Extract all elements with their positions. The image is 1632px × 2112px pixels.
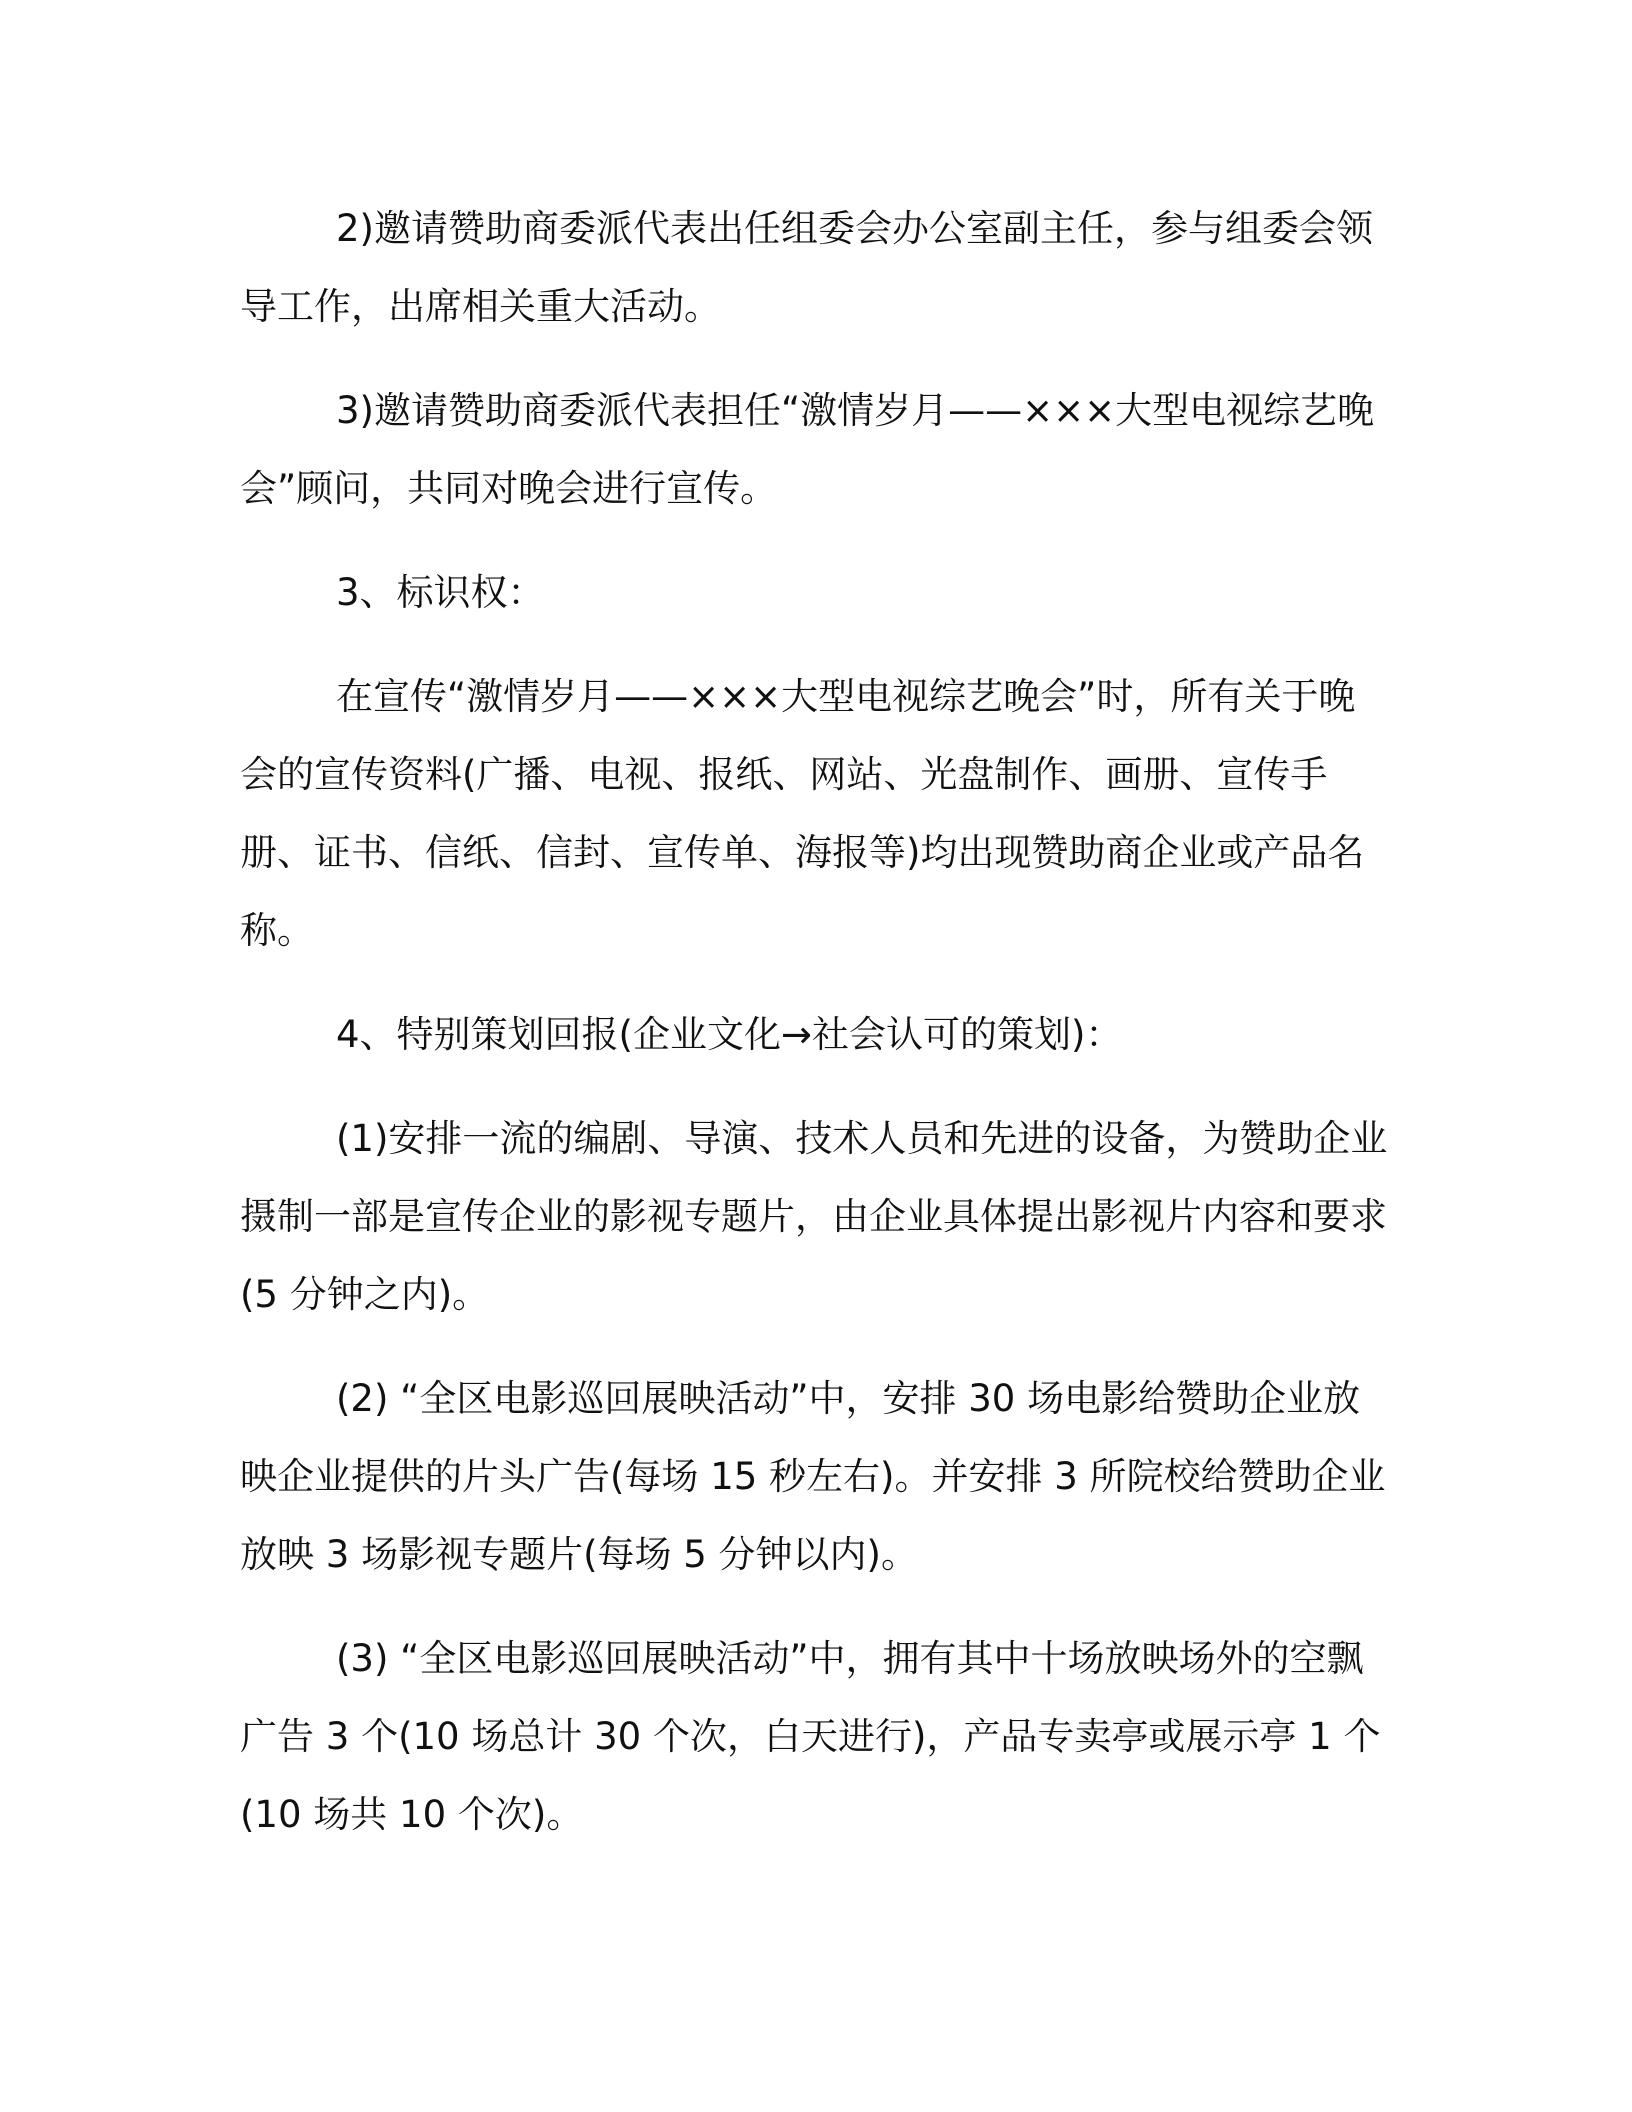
paragraph-special-item-2: (2) “全区电影巡回展映活动”中，安排 30 场电影给赞助企业放映企业提供的片头广告(每场 15 秒左右)。并安排 3 所院校给赞助企业放映 3 场影视专题片(每场 5 分钟以内)。	[240, 1377, 1386, 1576]
heading-logo-rights: 3、标识权：	[336, 571, 545, 614]
document-body	[240, 190, 1390, 1880]
paragraph-special-item-1: (1)安排一流的编剧、导演、技术人员和先进的设备，为赞助企业摄制一部是宣传企业的影视专题片，由企业具体提出影视片内容和要求(5 分钟之内)。	[240, 1117, 1388, 1316]
paragraph-sponsor-deputy-director: 2)邀请赞助商委派代表出任组委会办公室副主任，参与组委会领导工作，出席相关重大活动。	[240, 207, 1373, 328]
paragraph-sponsor-advisor: 3)邀请赞助商委派代表担任“激情岁月——×××大型电视综艺晚会”顾问，共同对晚会进行宣传。	[240, 389, 1375, 510]
paragraph-special-item-3: (3) “全区电影巡回展映活动”中，拥有其中十场放映场外的空飘广告 3 个(10 场总计 30 个次，白天进行)，产品专卖亭或展示亭 1 个(10 场共 10 个次)。	[240, 1637, 1381, 1836]
heading-special-planning: 4、特别策划回报(企业文化→社会认可的策划)：	[336, 1013, 1123, 1056]
paragraph-logo-rights: 在宣传“激情岁月——×××大型电视综艺晚会”时，所有关于晚会的宣传资料(广播、电视、报纸、网站、光盘制作、画册、宣传手册、证书、信纸、信封、宣传单、海报等)均出现赞助商企业或产品名称。	[240, 675, 1365, 952]
